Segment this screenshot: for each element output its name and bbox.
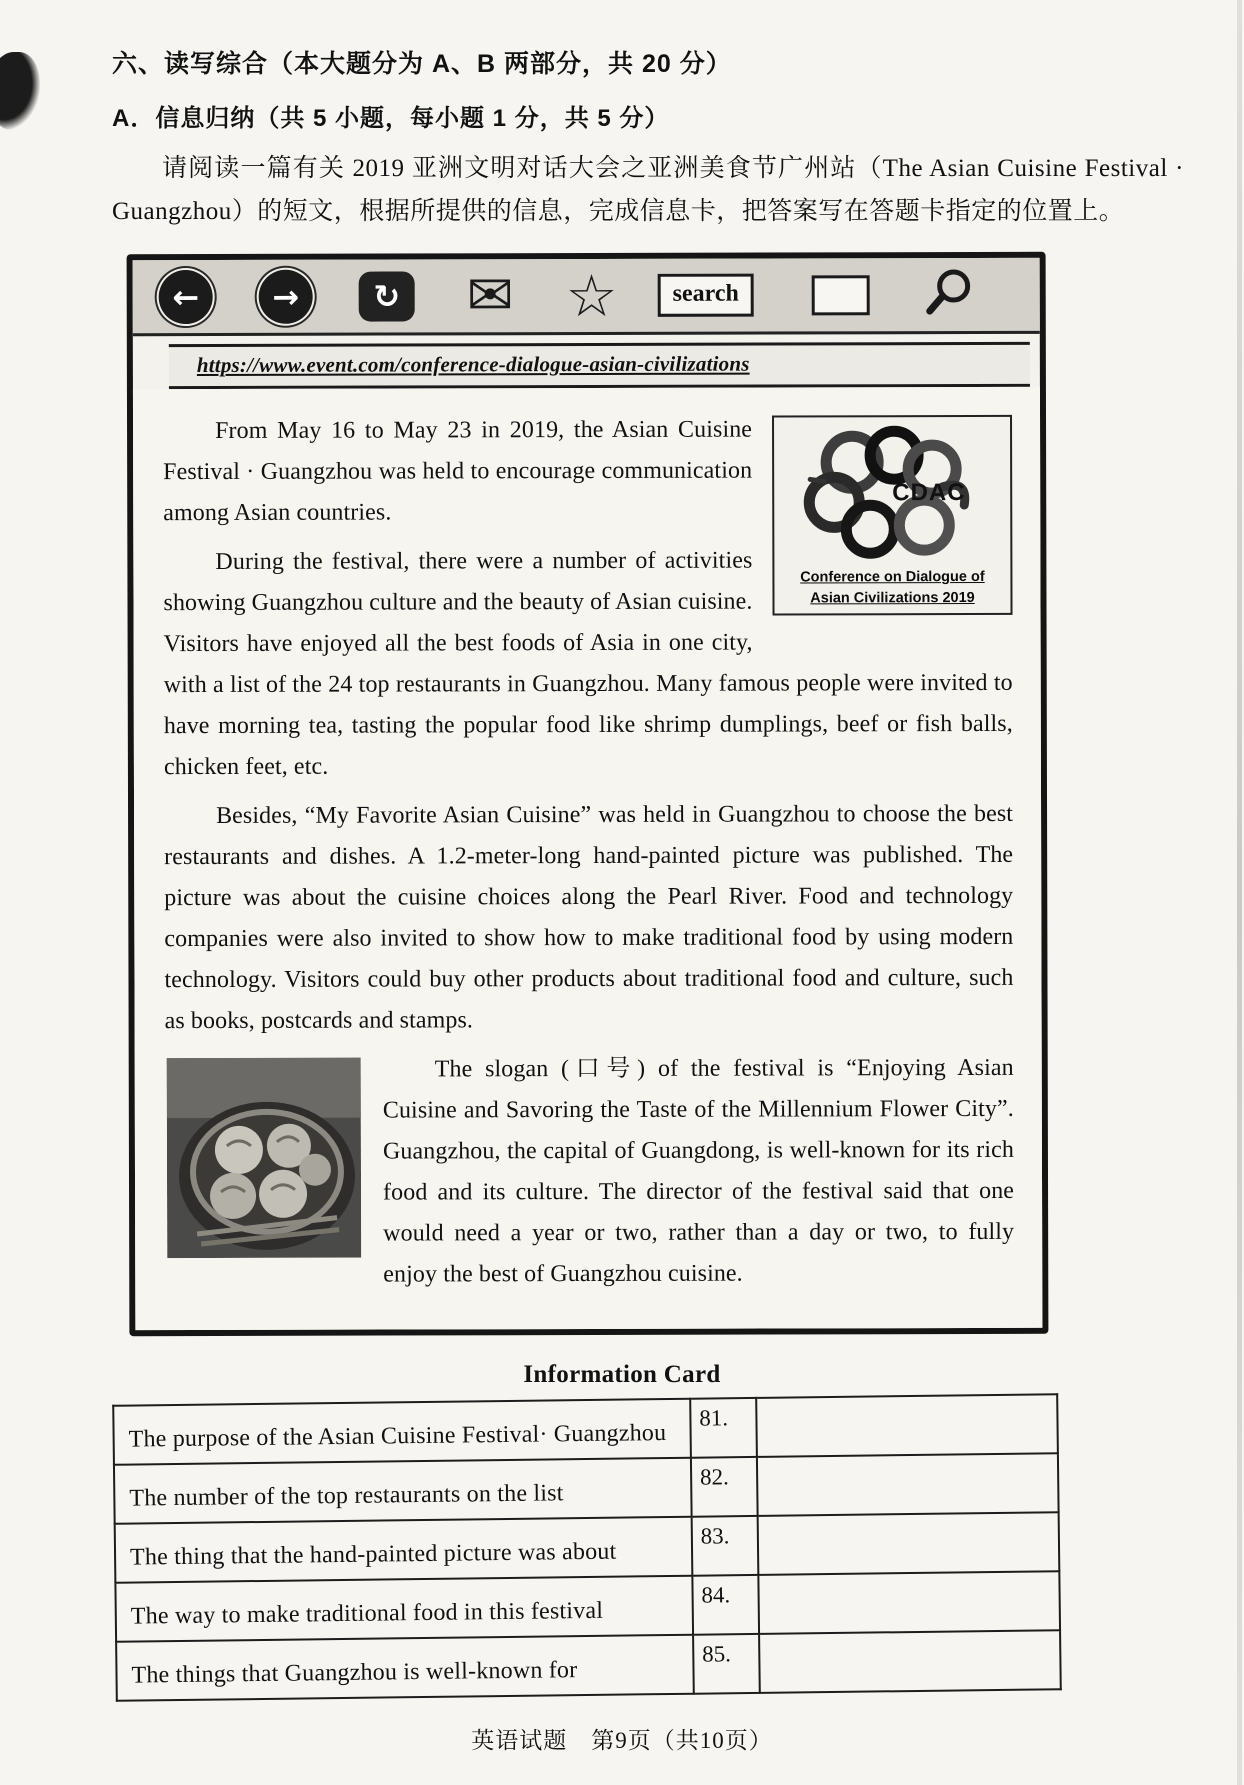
answer-cell [756,1394,1058,1457]
dimsum-photo [167,1058,362,1259]
row-number: 84. [692,1575,759,1635]
article-paragraph-3: Besides, “My Favorite Asian Cuisine” was held in Guangzhou to choose the best restaurants and dishes. A 1.2-meter-long hand-painted picture was published. The picture was about the cuisine choices along the Pearl River. Food and technology companies were also invited to show how to make traditional food by using modern technology. Visitors could buy other products about traditional food and culture, such as books, postcards and stamps. [164,800,1014,1035]
section-title: 六、读写综合（本大题分为 A、B 两部分，共 20 分） [112,50,732,78]
url-bar [169,342,1030,389]
scan-smudge [0,52,40,130]
information-card-title: Information Card [523,1361,721,1388]
row-label: The purpose of the Asian Cuisine Festival· Guangzhou [113,1399,691,1465]
url-text: https://www.event.com/conference-dialogue-asian-civilizations [196,351,750,378]
row-number: 82. [691,1457,758,1517]
mail-icon: ✉ [466,262,514,328]
refresh-icon: ↻ [359,271,415,321]
answer-cell [758,1571,1060,1634]
cdac-caption-line2: Asian Civilizations 2019 [810,589,975,607]
answer-cell [757,1453,1059,1516]
forward-icon: → [259,269,313,323]
page-footer: 英语试题 第9页（共10页） [471,1728,773,1753]
article-paragraph-4: The slogan (口号) of the festival is “Enjoying Asian Cuisine and Savoring the Taste of the Millennium Flower City”. Guangzhou, the capital of Guangdong, is well-known for its rich food and its culture. The director of the festival said that one would need a year or two, rather than a day or two, to fully enjoy the best of Guangzhou cuisine. [382,1054,1015,1288]
row-label: The thing that the hand-painted picture was about [115,1517,693,1583]
search-button: search [658,274,754,317]
browser-mockup [127,252,1049,1336]
cdac-acronym: CDAC [892,479,966,507]
scan-edge-streak [1237,0,1242,1785]
article-content [133,387,1042,1330]
row-number: 83. [691,1516,758,1576]
information-card-table [112,1393,1062,1702]
browser-toolbar [133,258,1040,336]
article-paragraph-2: During the festival, there were a number of activities showing Guangzhou culture and the beauty of Asian cuisine. Visitors have enjoyed all the best foods of Asia in one city, with a list of the 24 top restaurants in Guangzhou. Many famous people were invited to have morning tea, tasting the popular food like shrimp dumplings, beef or fish balls, chicken feet, etc. [163,547,1013,781]
back-icon: ← [159,269,213,323]
answer-cell [757,1512,1059,1575]
cdac-logo-art [774,417,1010,568]
instructions-text: 请阅读一篇有关 2019 亚洲文明对话大会之亚洲美食节广州站（The Asian Cuisine Festival · Guangzhou）的短文，根据所提供的信息，完成信息卡，把答案写在答题卡指定的位置上。 [112,155,1184,225]
cdac-logo [772,415,1013,616]
magnifier-icon [924,266,976,323]
star-icon: ☆ [565,261,618,330]
row-label: The way to make traditional food in this festival [115,1576,693,1642]
row-number: 85. [693,1634,760,1694]
cdac-caption-line1: Conference on Dialogue of [800,568,985,586]
table-row [116,1630,1061,1701]
row-number: 81. [690,1398,757,1458]
row-label: The number of the top restaurants on the list [114,1458,692,1524]
answer-cell [759,1630,1061,1693]
article-paragraph-1: From May 16 to May 23 in 2019, the Asian Cuisine Festival · Guangzhou was held to encourage communication among Asian countries. [163,416,753,527]
cdac-caption [774,567,1010,610]
address-input-box [812,275,870,315]
part-a-title: A．信息归纳（共 5 小题，每小题 1 分，共 5 分） [112,105,670,132]
row-label: The things that Guangzhou is well-known for [116,1635,694,1701]
